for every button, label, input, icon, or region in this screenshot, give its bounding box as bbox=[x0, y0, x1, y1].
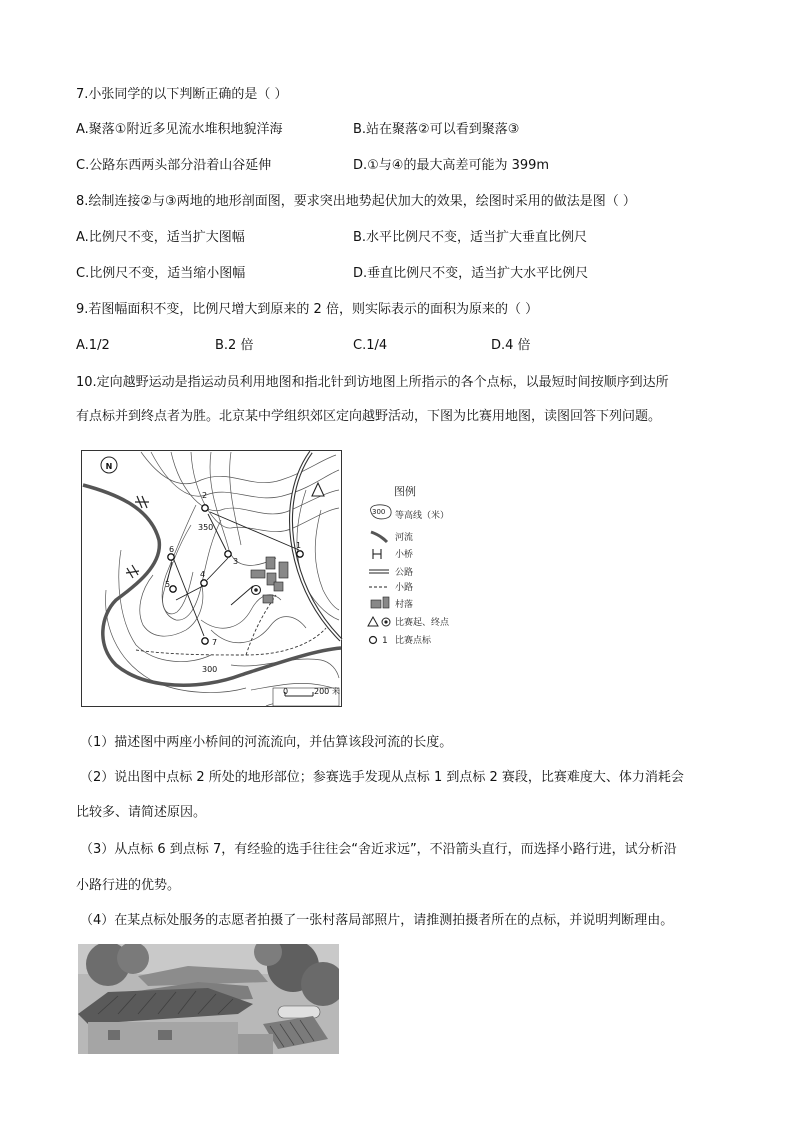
checkpoint-label-5: 5 bbox=[165, 580, 171, 589]
legend-path-label: 小路 bbox=[395, 583, 414, 593]
legend-checkpoint-number: 1 bbox=[382, 636, 388, 646]
q9-option-c: C.1/4 bbox=[353, 338, 388, 353]
orienteering-map-figure bbox=[81, 450, 466, 707]
q10-sub4: （4）在某点标处服务的志愿者拍摄了一张村落局部照片，请推测拍摄者所在的点标，并说明判断理由。 bbox=[80, 913, 674, 928]
checkpoint-label-4: 4 bbox=[200, 570, 206, 579]
finish-dot-icon bbox=[254, 588, 258, 592]
village-photo-drawing bbox=[78, 944, 339, 1054]
checkpoint-label-6: 6 bbox=[169, 545, 175, 554]
checkpoint-marker-2 bbox=[202, 505, 208, 511]
q9-option-d: D.4 倍 bbox=[491, 338, 531, 353]
checkpoint-label-3: 3 bbox=[233, 557, 239, 566]
legend-river-label: 河流 bbox=[395, 533, 414, 543]
legend-contour-value: 300 bbox=[372, 508, 386, 516]
checkpoint-marker-3 bbox=[225, 551, 231, 557]
q7-option-d: D.①与④的最大高差可能为 399m bbox=[353, 158, 550, 173]
north-label: N bbox=[105, 462, 113, 471]
scale-bar bbox=[273, 686, 340, 706]
q7-option-a: A.聚落①附近多见流水堆积地貌洋海 bbox=[76, 122, 283, 137]
checkpoint-marker-7 bbox=[202, 638, 208, 644]
checkpoint-marker-4 bbox=[201, 580, 207, 586]
q9-option-a: A.1/2 bbox=[76, 338, 110, 353]
q10-sub3-line2: 小路行进的优势。 bbox=[76, 878, 181, 893]
q8-option-b: B.水平比例尺不变，适当扩大垂直比例尺 bbox=[353, 230, 588, 245]
q10-sub3-line1: （3）从点标 6 到点标 7，有经验的选手往往会“舍近求远”，不沿箭头直行，而选择小路行进，试分析沿 bbox=[80, 842, 677, 857]
legend-contour-label: 等高线（米） bbox=[395, 511, 450, 521]
village-photo bbox=[78, 944, 339, 1054]
checkpoint-label-1: 1 bbox=[296, 541, 302, 550]
legend-title: 图例 bbox=[394, 485, 416, 498]
q7-option-c: C.公路东西两头部分沿着山谷延伸 bbox=[76, 158, 272, 173]
q8-option-d: D.垂直比例尺不变，适当扩大水平比例尺 bbox=[353, 266, 589, 281]
q10-sub1: （1）描述图中两座小桥间的河流流向，并估算该段河流的长度。 bbox=[80, 735, 453, 750]
q10-stem-line1: 10.定向越野运动是指运动员利用地图和指北针到访地图上所指示的各个点标，以最短时间按顺序到达所 bbox=[76, 375, 669, 390]
legend-river-icon bbox=[371, 532, 387, 542]
q10-sub2-line2: 比较多、请简述原因。 bbox=[76, 805, 207, 820]
legend-checkpoint-icon bbox=[370, 637, 377, 644]
legend-village-icon bbox=[371, 600, 381, 608]
scale-200: 200 米 bbox=[314, 687, 340, 696]
map-legend bbox=[368, 484, 450, 646]
q8-option-c: C.比例尺不变，适当缩小图幅 bbox=[76, 266, 246, 281]
q9-stem: 9.若图幅面积不变，比例尺增大到原来的 2 倍，则实际表示的面积为原来的（ ） bbox=[76, 302, 539, 317]
q7-stem: 7.小张同学的以下判断正确的是（ ） bbox=[76, 87, 288, 102]
q7-option-b: B.站在聚落②可以看到聚落③ bbox=[353, 122, 520, 137]
legend-bridge-icon bbox=[373, 549, 381, 559]
q8-stem: 8.绘制连接②与③两地的地形剖面图，要求突出地势起伏加大的效果，绘图时采用的做法是图（ ） bbox=[76, 194, 636, 209]
q9-option-b: B.2 倍 bbox=[215, 338, 254, 353]
legend-road-label: 公路 bbox=[395, 568, 414, 578]
legend-bridge-label: 小桥 bbox=[395, 550, 414, 560]
orienteering-map bbox=[81, 450, 466, 707]
contour-label-300: 300 bbox=[202, 665, 218, 674]
legend-checkpoint-label: 比赛点标 bbox=[395, 636, 432, 646]
legend-start-icon bbox=[368, 617, 378, 626]
checkpoint-marker-5 bbox=[170, 586, 176, 592]
q10-sub2-line1: （2）说出图中点标 2 所处的地形部位；参赛选手发现从点标 1 到点标 2 赛段，比赛难度大、体力消耗会 bbox=[80, 770, 684, 785]
scale-zero: 0 bbox=[283, 687, 289, 696]
checkpoint-label-7: 7 bbox=[212, 638, 218, 647]
q8-option-a: A.比例尺不变，适当扩大图幅 bbox=[76, 230, 245, 245]
checkpoint-marker-6 bbox=[168, 554, 174, 560]
contour-label-350: 350 bbox=[198, 523, 214, 532]
checkpoint-label-2: 2 bbox=[202, 491, 208, 500]
checkpoint-marker-1 bbox=[297, 551, 303, 557]
q10-stem-line2: 有点标并到终点者为胜。北京某中学组织郊区定向越野活动，下图为比赛用地图，读图回答下列问题。 bbox=[76, 409, 662, 424]
legend-village-label: 村落 bbox=[395, 600, 414, 610]
legend-start-end-label: 比赛起、终点 bbox=[395, 618, 450, 628]
